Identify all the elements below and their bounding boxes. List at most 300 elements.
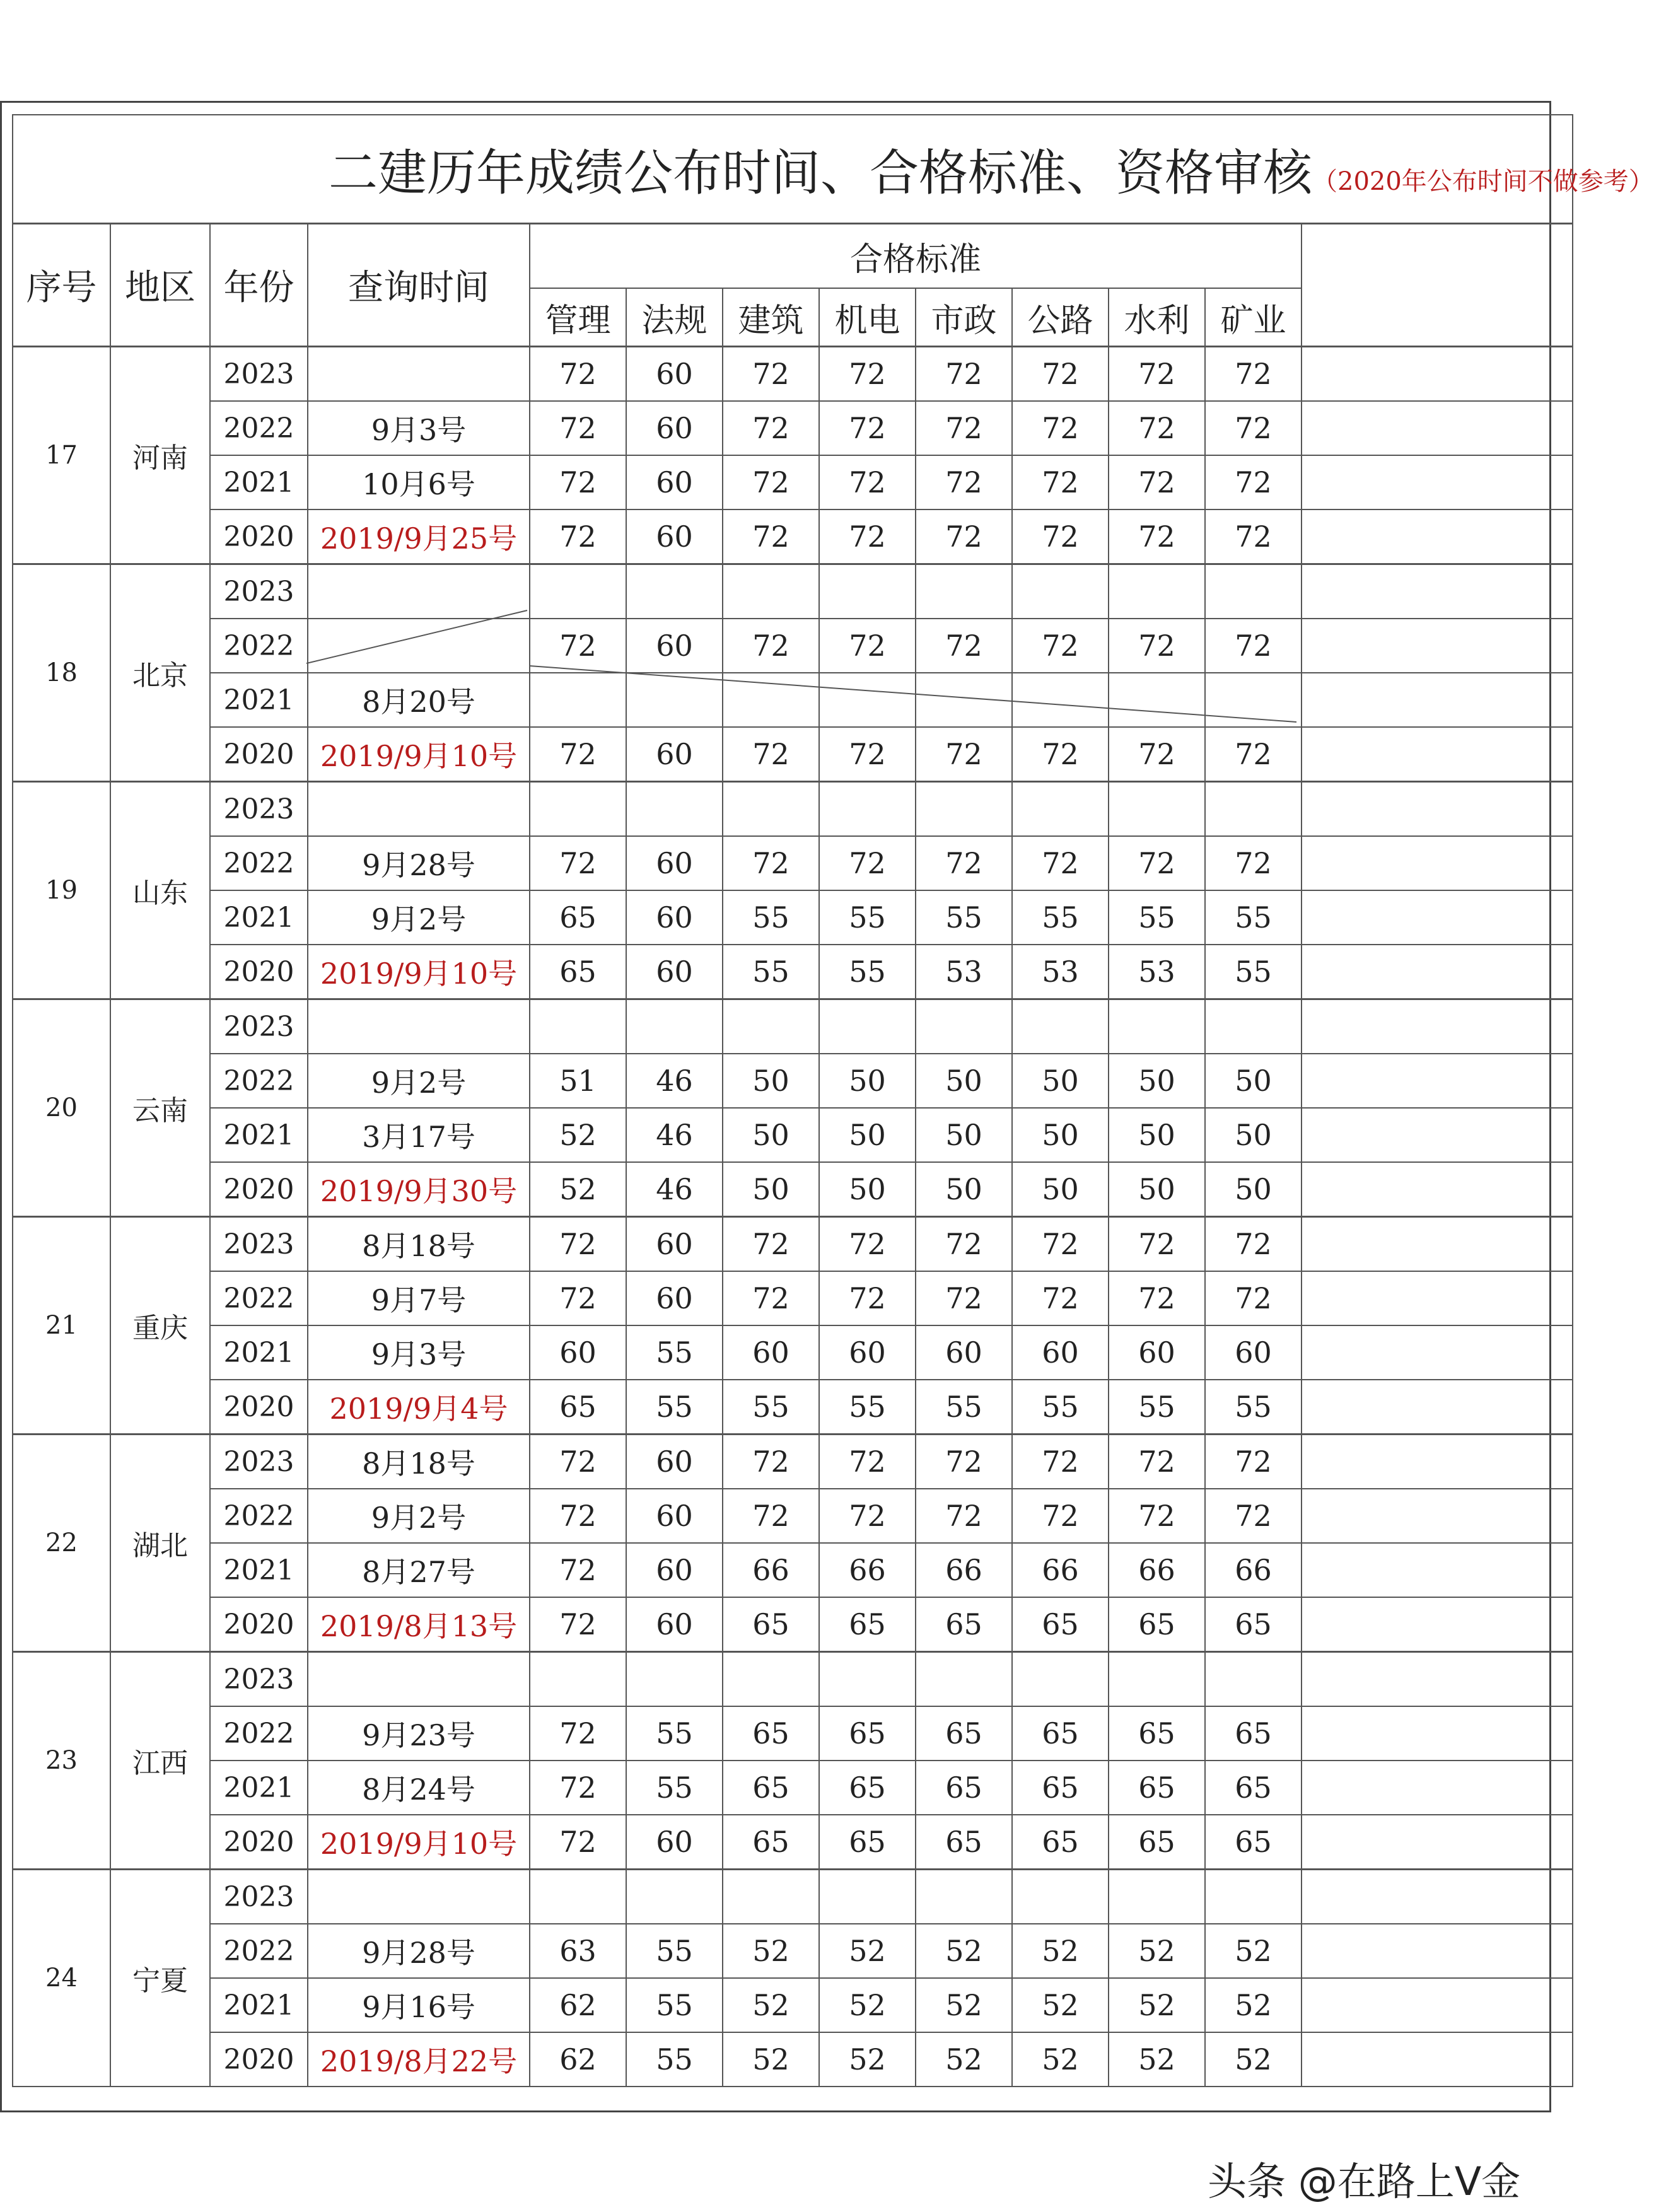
table-row	[13, 836, 1573, 890]
watermark: 头条 @在路上V金	[1208, 2158, 1521, 2204]
cell-score: 72	[723, 1435, 819, 1489]
cell-index: 18	[13, 564, 110, 782]
cell-score: 55	[626, 1761, 723, 1815]
cell-score: 72	[1205, 619, 1302, 673]
cell-index: 22	[13, 1435, 110, 1652]
cell-score: 55	[723, 945, 819, 999]
cell-score: 52	[916, 2032, 1012, 2087]
cell-score: 65	[1012, 1761, 1109, 1815]
cell-query-time: 9月2号	[308, 1489, 530, 1543]
cell-score: 60	[626, 1435, 723, 1489]
cell-score	[626, 1652, 723, 1707]
cell-score: 53	[916, 945, 1012, 999]
header-subject: 矿业	[1205, 288, 1302, 347]
cell-score: 50	[1205, 1054, 1302, 1108]
cell-score: 63	[530, 1924, 626, 1978]
cell-score	[819, 782, 916, 837]
cell-score: 55	[1205, 1380, 1302, 1435]
cell-score: 72	[723, 1489, 819, 1543]
cell-score: 60	[626, 455, 723, 509]
cell-year: 2023	[210, 1652, 308, 1707]
cell-year: 2021	[210, 1325, 308, 1380]
table-row	[13, 564, 1573, 619]
cell-score: 65	[1109, 1706, 1205, 1761]
table-row	[13, 401, 1573, 455]
cell-score: 72	[723, 1271, 819, 1325]
cell-score: 50	[1109, 1054, 1205, 1108]
cell-blank	[1302, 836, 1573, 890]
cell-score: 72	[1012, 1217, 1109, 1272]
cell-score: 72	[1012, 619, 1109, 673]
cell-region: 河南	[110, 347, 210, 564]
cell-blank	[1302, 1706, 1573, 1761]
cell-score	[1012, 564, 1109, 619]
cell-score: 72	[819, 455, 916, 509]
cell-score: 72	[1012, 509, 1109, 564]
cell-score: 66	[916, 1543, 1012, 1597]
cell-score: 52	[530, 1162, 626, 1217]
cell-score: 65	[916, 1706, 1012, 1761]
cell-score: 65	[723, 1761, 819, 1815]
table-row	[13, 1054, 1573, 1108]
cell-blank	[1302, 1924, 1573, 1978]
cell-score: 72	[1109, 509, 1205, 564]
cell-year: 2020	[210, 1162, 308, 1217]
cell-score	[626, 1870, 723, 1924]
cell-score: 52	[1205, 1924, 1302, 1978]
cell-score: 72	[819, 619, 916, 673]
cell-score: 72	[1205, 509, 1302, 564]
cell-score: 65	[1109, 1597, 1205, 1652]
cell-score	[723, 564, 819, 619]
cell-blank	[1302, 1108, 1573, 1162]
header-query-time: 查询时间	[308, 224, 530, 347]
table-row	[13, 1597, 1573, 1652]
table-row	[13, 347, 1573, 402]
cell-year: 2023	[210, 999, 308, 1054]
cell-score	[1205, 999, 1302, 1054]
cell-score: 52	[1205, 1978, 1302, 2032]
header-index: 序号	[13, 224, 110, 347]
cell-blank	[1302, 999, 1573, 1054]
cell-score: 50	[819, 1162, 916, 1217]
cell-year: 2021	[210, 1978, 308, 2032]
cell-year: 2020	[210, 1380, 308, 1435]
table-row	[13, 890, 1573, 945]
cell-score: 65	[1109, 1815, 1205, 1870]
cell-blank	[1302, 727, 1573, 782]
cell-score: 65	[819, 1597, 916, 1652]
cell-blank	[1302, 1543, 1573, 1597]
cell-blank	[1302, 509, 1573, 564]
cell-score: 65	[723, 1706, 819, 1761]
cell-score	[819, 1870, 916, 1924]
cell-score: 55	[626, 2032, 723, 2087]
cell-score: 72	[530, 836, 626, 890]
cell-score	[916, 999, 1012, 1054]
cell-index: 21	[13, 1217, 110, 1435]
cell-score: 52	[1109, 2032, 1205, 2087]
cell-region: 湖北	[110, 1435, 210, 1652]
cell-score: 72	[530, 727, 626, 782]
cell-score: 72	[1205, 455, 1302, 509]
table-row	[13, 1924, 1573, 1978]
cell-score	[626, 673, 723, 727]
header-standard: 合格标准	[530, 224, 1302, 289]
cell-year: 2023	[210, 1435, 308, 1489]
cell-score	[1109, 1652, 1205, 1707]
table-row	[13, 1543, 1573, 1597]
cell-score: 46	[626, 1162, 723, 1217]
cell-year: 2021	[210, 455, 308, 509]
cell-score: 72	[1109, 836, 1205, 890]
cell-blank	[1302, 1217, 1573, 1272]
cell-index: 19	[13, 782, 110, 999]
cell-score: 52	[1012, 1978, 1109, 2032]
cell-blank	[1302, 1380, 1573, 1435]
cell-year: 2021	[210, 890, 308, 945]
cell-blank	[1302, 673, 1573, 727]
cell-score: 72	[1109, 727, 1205, 782]
cell-year: 2020	[210, 1597, 308, 1652]
cell-score: 52	[1109, 1978, 1205, 2032]
cell-index: 17	[13, 347, 110, 564]
cell-score: 65	[1205, 1761, 1302, 1815]
cell-score: 52	[819, 1924, 916, 1978]
cell-score: 72	[530, 1597, 626, 1652]
cell-score: 72	[1012, 836, 1109, 890]
cell-score: 72	[916, 727, 1012, 782]
table-row	[13, 455, 1573, 509]
table-row	[13, 1761, 1573, 1815]
title-note: （2020年公布时间不做参考）	[1312, 167, 1654, 196]
header-subject: 建筑	[723, 288, 819, 347]
cell-score: 72	[916, 455, 1012, 509]
header-subject: 法规	[626, 288, 723, 347]
cell-blank	[1302, 945, 1573, 999]
cell-score: 55	[723, 1380, 819, 1435]
cell-score: 72	[819, 347, 916, 402]
cell-score: 72	[1205, 1271, 1302, 1325]
cell-score: 52	[1205, 2032, 1302, 2087]
cell-score	[723, 673, 819, 727]
table-title-cell	[13, 115, 1654, 224]
cell-blank	[1302, 564, 1573, 619]
cell-score: 72	[723, 727, 819, 782]
cell-score: 72	[1205, 1217, 1302, 1272]
cell-year: 2021	[210, 1761, 308, 1815]
cell-blank	[1302, 1597, 1573, 1652]
cell-score	[916, 564, 1012, 619]
cell-score: 46	[626, 1054, 723, 1108]
cell-query-time: 9月28号	[308, 1924, 530, 1978]
cell-score: 60	[626, 1815, 723, 1870]
cell-score: 52	[1109, 1924, 1205, 1978]
cell-year: 2022	[210, 1489, 308, 1543]
table-row	[13, 673, 1573, 727]
cell-score: 66	[1205, 1543, 1302, 1597]
cell-score: 55	[626, 1380, 723, 1435]
cell-score: 72	[916, 347, 1012, 402]
cell-score	[1205, 1870, 1302, 1924]
cell-query-time: 2019/8月22号	[308, 2032, 530, 2087]
cell-score	[530, 564, 626, 619]
cell-query-time: 2019/9月10号	[308, 1815, 530, 1870]
cell-score: 72	[530, 1217, 626, 1272]
cell-score: 50	[723, 1108, 819, 1162]
cell-year: 2023	[210, 1870, 308, 1924]
cell-score: 51	[530, 1054, 626, 1108]
cell-score	[1109, 999, 1205, 1054]
cell-score: 72	[1109, 1217, 1205, 1272]
cell-query-time: 8月18号	[308, 1217, 530, 1272]
cell-score: 52	[1012, 2032, 1109, 2087]
cell-query-time: 2019/9月10号	[308, 727, 530, 782]
cell-score	[1109, 1870, 1205, 1924]
cell-score: 72	[723, 347, 819, 402]
cell-score: 52	[916, 1924, 1012, 1978]
cell-score	[916, 1652, 1012, 1707]
cell-score: 60	[626, 509, 723, 564]
cell-score: 72	[819, 727, 916, 782]
cell-blank	[1302, 401, 1573, 455]
table-row	[13, 945, 1573, 999]
cell-score	[1109, 564, 1205, 619]
cell-score	[530, 782, 626, 837]
cell-score: 50	[916, 1162, 1012, 1217]
cell-year: 2020	[210, 2032, 308, 2087]
cell-year: 2020	[210, 1815, 308, 1870]
cell-score: 65	[819, 1761, 916, 1815]
cell-score: 72	[916, 619, 1012, 673]
header-blank	[1302, 224, 1573, 347]
cell-score: 72	[530, 509, 626, 564]
cell-score: 50	[723, 1162, 819, 1217]
cell-score: 52	[819, 2032, 916, 2087]
cell-score: 72	[1012, 401, 1109, 455]
cell-region: 山东	[110, 782, 210, 999]
cell-score: 72	[530, 1761, 626, 1815]
cell-score: 65	[819, 1706, 916, 1761]
table-row	[13, 1870, 1573, 1924]
cell-region: 重庆	[110, 1217, 210, 1435]
cell-score: 60	[626, 401, 723, 455]
header-region: 地区	[110, 224, 210, 347]
cell-query-time: 9月7号	[308, 1271, 530, 1325]
cell-score: 50	[819, 1054, 916, 1108]
table-row	[13, 509, 1573, 564]
cell-score: 66	[1109, 1543, 1205, 1597]
cell-score: 65	[819, 1815, 916, 1870]
table-row	[13, 1380, 1573, 1435]
cell-year: 2022	[210, 836, 308, 890]
cell-score: 55	[819, 945, 916, 999]
cell-score: 72	[1012, 347, 1109, 402]
cell-score: 72	[1012, 727, 1109, 782]
cell-score	[1109, 673, 1205, 727]
cell-score	[819, 564, 916, 619]
cell-score: 65	[723, 1815, 819, 1870]
cell-score	[1012, 999, 1109, 1054]
cell-score: 72	[819, 1217, 916, 1272]
cell-score	[819, 1652, 916, 1707]
cell-index: 20	[13, 999, 110, 1217]
cell-score: 52	[530, 1108, 626, 1162]
cell-score: 55	[916, 890, 1012, 945]
cell-blank	[1302, 1271, 1573, 1325]
cell-year: 2022	[210, 1054, 308, 1108]
cell-score: 72	[723, 836, 819, 890]
cell-region: 北京	[110, 564, 210, 782]
cell-index: 23	[13, 1652, 110, 1870]
cell-score	[916, 1870, 1012, 1924]
cell-score	[626, 782, 723, 837]
cell-score	[530, 1870, 626, 1924]
table-row	[13, 1162, 1573, 1217]
cell-score: 50	[916, 1054, 1012, 1108]
cell-score	[530, 673, 626, 727]
cell-score: 72	[916, 401, 1012, 455]
cell-score: 65	[1012, 1597, 1109, 1652]
cell-blank	[1302, 455, 1573, 509]
cell-query-time: 2019/9月25号	[308, 509, 530, 564]
cell-score: 66	[1012, 1543, 1109, 1597]
cell-year: 2021	[210, 1543, 308, 1597]
cell-blank	[1302, 1815, 1573, 1870]
table-row	[13, 2032, 1573, 2087]
header-subject: 机电	[819, 288, 916, 347]
cell-blank	[1302, 1652, 1573, 1707]
cell-score: 60	[626, 619, 723, 673]
cell-score: 55	[1205, 890, 1302, 945]
cell-blank	[1302, 1761, 1573, 1815]
cell-query-time: 9月2号	[308, 890, 530, 945]
cell-score: 72	[819, 1435, 916, 1489]
cell-score: 66	[723, 1543, 819, 1597]
cell-query-time: 9月3号	[308, 1325, 530, 1380]
cell-query-time: 2019/8月13号	[308, 1597, 530, 1652]
cell-score: 65	[530, 945, 626, 999]
cell-query-time	[308, 347, 530, 402]
table-row	[13, 1489, 1573, 1543]
cell-score: 62	[530, 2032, 626, 2087]
cell-blank	[1302, 619, 1573, 673]
cell-score: 65	[1205, 1597, 1302, 1652]
cell-index: 24	[13, 1870, 110, 2087]
cell-score	[723, 999, 819, 1054]
header-year: 年份	[210, 224, 308, 347]
cell-score: 65	[530, 1380, 626, 1435]
cell-year: 2023	[210, 782, 308, 837]
cell-score: 72	[530, 1435, 626, 1489]
cell-region: 宁夏	[110, 1870, 210, 2087]
cell-score: 60	[1109, 1325, 1205, 1380]
cell-score: 72	[819, 509, 916, 564]
table-row	[13, 1435, 1573, 1489]
cell-score: 60	[626, 1543, 723, 1597]
cell-query-time	[308, 1652, 530, 1707]
cell-score: 72	[1205, 1489, 1302, 1543]
cell-score: 55	[626, 1924, 723, 1978]
cell-score: 55	[626, 1706, 723, 1761]
cell-score: 72	[1012, 1489, 1109, 1543]
cell-score: 65	[916, 1597, 1012, 1652]
table-row	[13, 1325, 1573, 1380]
cell-score: 50	[1012, 1108, 1109, 1162]
cell-blank	[1302, 1489, 1573, 1543]
cell-score	[626, 999, 723, 1054]
cell-score: 60	[626, 836, 723, 890]
cell-blank	[1302, 1978, 1573, 2032]
cell-score: 72	[723, 455, 819, 509]
cell-blank	[1302, 1054, 1573, 1108]
cell-score	[1205, 1652, 1302, 1707]
cell-score: 50	[1012, 1054, 1109, 1108]
cell-query-time: 9月3号	[308, 401, 530, 455]
cell-score	[1012, 782, 1109, 837]
cell-score: 66	[819, 1543, 916, 1597]
cell-year: 2022	[210, 401, 308, 455]
cell-score: 72	[916, 1271, 1012, 1325]
cell-score: 72	[819, 1271, 916, 1325]
cell-score: 55	[819, 1380, 916, 1435]
cell-year: 2020	[210, 945, 308, 999]
cell-score: 55	[819, 890, 916, 945]
cell-region: 云南	[110, 999, 210, 1217]
cell-score: 72	[1109, 1435, 1205, 1489]
cell-score: 50	[1012, 1162, 1109, 1217]
cell-score	[723, 1870, 819, 1924]
cell-score: 55	[723, 890, 819, 945]
cell-score: 72	[1012, 1435, 1109, 1489]
cell-score	[1012, 1870, 1109, 1924]
cell-score	[1012, 673, 1109, 727]
cell-year: 2022	[210, 1706, 308, 1761]
cell-year: 2022	[210, 619, 308, 673]
cell-score: 65	[1205, 1706, 1302, 1761]
cell-score: 72	[1205, 836, 1302, 890]
cell-query-time	[308, 564, 530, 619]
cell-score	[723, 782, 819, 837]
cell-score: 72	[723, 401, 819, 455]
cell-score: 50	[1205, 1108, 1302, 1162]
cell-score	[1205, 782, 1302, 837]
cell-query-time: 8月24号	[308, 1761, 530, 1815]
cell-query-time: 8月18号	[308, 1435, 530, 1489]
cell-blank	[1302, 1870, 1573, 1924]
cell-score: 60	[1012, 1325, 1109, 1380]
cell-score: 52	[916, 1978, 1012, 2032]
cell-year: 2023	[210, 347, 308, 402]
cell-score: 72	[530, 401, 626, 455]
cell-score: 55	[1109, 890, 1205, 945]
cell-score: 50	[819, 1108, 916, 1162]
cell-score: 62	[530, 1978, 626, 2032]
table-row	[13, 1108, 1573, 1162]
table-row	[13, 999, 1573, 1054]
cell-score: 72	[1012, 1271, 1109, 1325]
cell-year: 2020	[210, 727, 308, 782]
table-row	[13, 1706, 1573, 1761]
cell-score: 50	[1109, 1162, 1205, 1217]
cell-query-time	[308, 782, 530, 837]
table-row	[13, 1217, 1573, 1272]
cell-score: 52	[723, 1978, 819, 2032]
cell-score: 65	[530, 890, 626, 945]
cell-year: 2022	[210, 1271, 308, 1325]
cell-score: 60	[626, 1489, 723, 1543]
cell-score: 55	[626, 1325, 723, 1380]
